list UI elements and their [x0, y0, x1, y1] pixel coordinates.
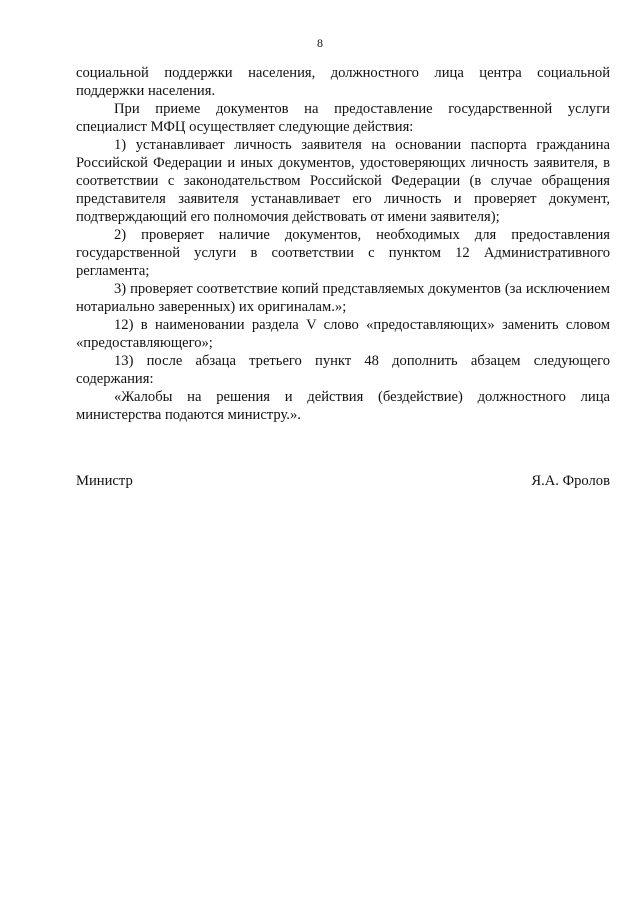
paragraph-item-3: 3) проверяет соответствие копий представляемых документов (за исключением нотариально заверенных) их оригиналам.»;	[76, 281, 610, 315]
signature-block	[76, 472, 610, 490]
paragraph-item-12: 12) в наименовании раздела V слово «предоставляющих» заменить словом «предоставляющего»;	[76, 317, 610, 351]
signatory-name: Я.А. Фролов	[531, 473, 610, 489]
paragraph-item-1: 1) устанавливает личность заявителя на основании паспорта гражданина Российской Федерации и иных документов, удостоверяющих личность заявителя, в соответствии с законодательством Российской Федерации (в случае обращения представителя заявителя устанавливает его личность и проверяет документ, подтверждающий его полномочия действовать от имени заявителя);	[76, 137, 610, 225]
paragraph-item-13: 13) после абзаца третьего пункт 48 дополнить абзацем следующего содержания:	[76, 353, 610, 387]
page-number: 8	[317, 36, 323, 50]
paragraph-intro-actions: При приеме документов на предоставление государственной услуги специалист МФЦ осуществляет следующие действия:	[76, 101, 610, 135]
paragraph-quoted-insert: «Жалобы на решения и действия (бездействие) должностного лица министерства подаются министру.».	[76, 389, 610, 423]
signatory-title: Министр	[76, 473, 133, 489]
paragraph-item-2: 2) проверяет наличие документов, необходимых для предоставления государственной услуги в соответствии с пунктом 12 Административного регламента;	[76, 227, 610, 279]
document-body	[76, 64, 610, 424]
paragraph-continuation: социальной поддержки населения, должностного лица центра социальной поддержки населения.	[76, 65, 610, 99]
